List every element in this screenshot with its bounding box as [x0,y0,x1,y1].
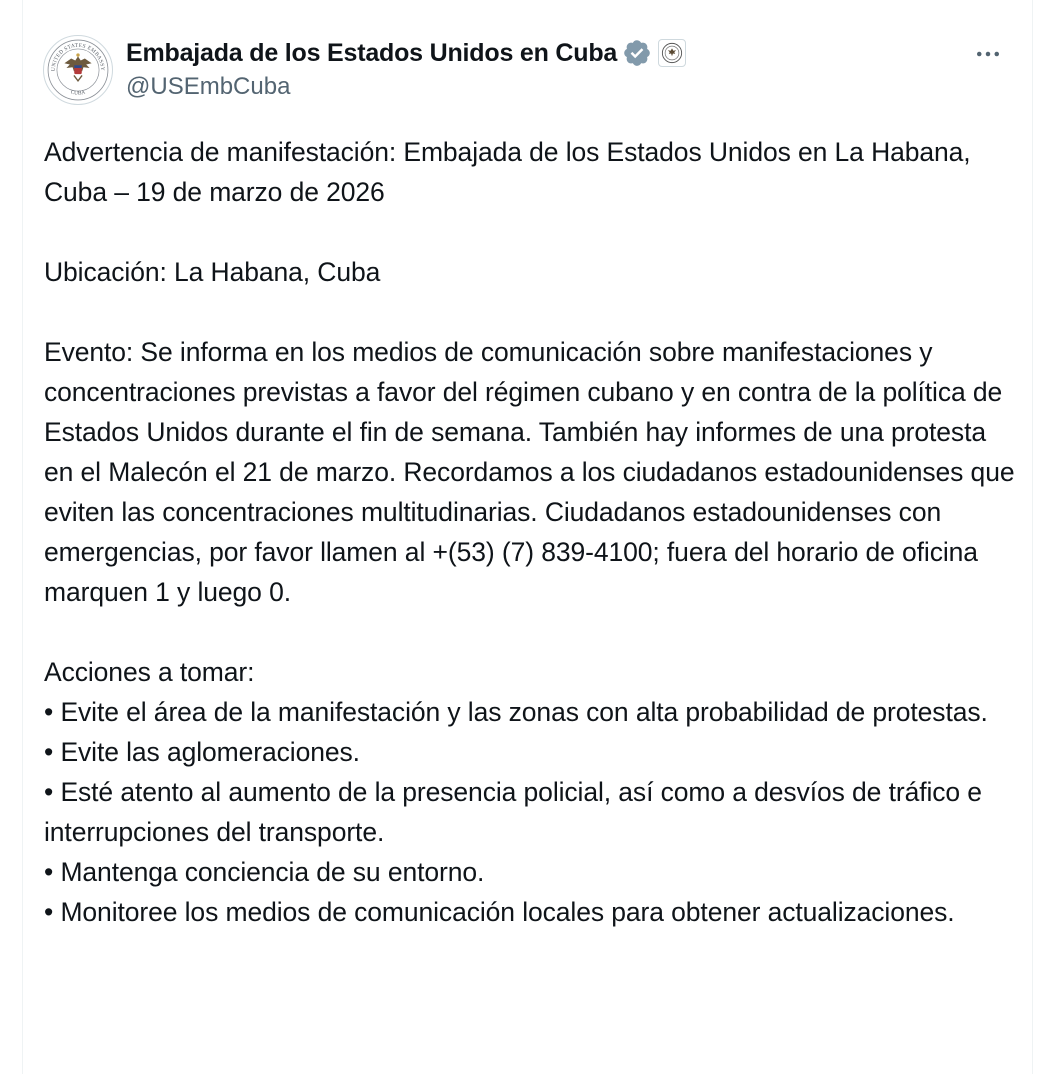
author-name-row [126,36,686,70]
embassy-seal-icon [44,36,112,104]
tweet-actions-heading: Acciones a tomar: [44,657,255,687]
tweet-text [44,132,1022,932]
tweet-location: Ubicación: La Habana, Cuba [44,257,381,287]
svg-text:UNITED STATES EMBASSY: UNITED STATES EMBASSY [50,42,106,72]
tweet-action-item: • Monitoree los medios de comunicación locales para obtener actualizaciones. [44,897,955,927]
author-handle[interactable]: @USEmbCuba [126,73,291,100]
avatar[interactable] [43,35,113,105]
tweet-action-item: • Evite las aglomeraciones. [44,737,360,767]
more-options-button[interactable] [972,40,1004,68]
svg-text:CUBA: CUBA [70,89,86,97]
tweet-event: Evento: Se informa en los medios de comunicación sobre manifestaciones y concentraciones previstas a favor del régimen cubano y en contra de la política de Estados Unidos durante el fin de semana. También hay informes de una protesta en el Malecón el 21 de marzo. Recordamos a los ciudadanos estadounidenses que eviten las concentraciones multitudinarias. Ciudadanos estadounidenses con emergencias, por favor llamen al +(53) (7) 839-4100; fuera del horario de oficina marquen 1 y luego 0. [44,337,1022,607]
tweet-action-item: • Evite el área de la manifestación y las zonas con alta probabilidad de protestas. [44,697,988,727]
verified-badge-icon[interactable] [622,38,652,68]
tweet-card [22,0,1033,1074]
tweet-title-line: Advertencia de manifestación: Embajada de los Estados Unidos en La Habana, Cuba – 19 de marzo de 2026 [44,137,978,207]
tweet-action-item: • Mantenga conciencia de su entorno. [44,857,485,887]
government-seal-icon[interactable] [658,39,686,67]
tweet-action-item: • Esté atento al aumento de la presencia policial, así como a desvíos de tráfico e interrupciones del transporte. [44,777,990,847]
more-options-icon [973,39,1003,69]
author-display-name[interactable]: Embajada de los Estados Unidos en Cuba [126,38,618,67]
